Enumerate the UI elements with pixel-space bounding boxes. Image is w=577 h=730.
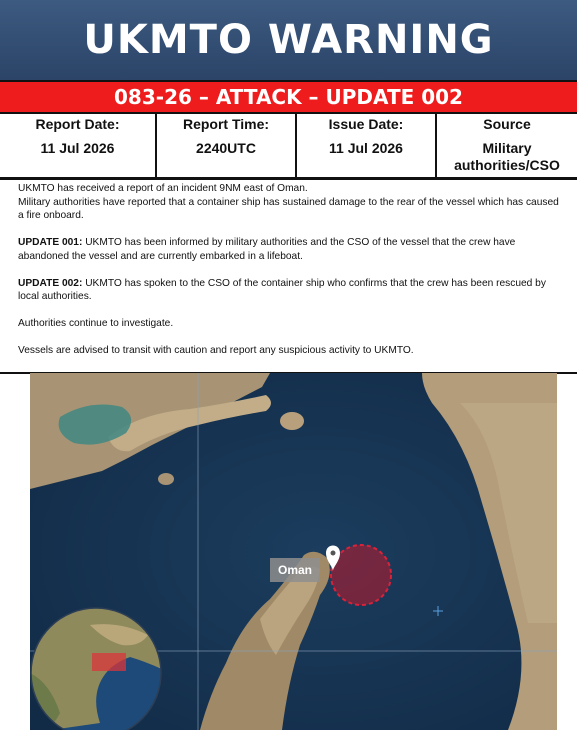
investigation-text: Authorities continue to investigate.: [18, 318, 174, 329]
incident-title: 083-26 – ATTACK – UPDATE 002: [114, 85, 463, 109]
source-value-line1: Military: [482, 140, 532, 156]
report-time-label: Report Time:: [182, 116, 270, 132]
source-value-line2: authorities/CSO: [454, 157, 560, 173]
report-time-value: 2240UTC: [196, 140, 256, 156]
source-label: Source: [483, 116, 531, 132]
issue-date-cell: [296, 114, 436, 179]
inset-region-marker: [92, 653, 126, 671]
update-001-paragraph: [18, 236, 566, 263]
update-002-text: UKMTO has spoken to the CSO of the container ship who confirms that the crew has been rescued by local authorities.: [18, 277, 546, 302]
update-002-label: UPDATE 002:: [18, 277, 83, 289]
report-details-table: [0, 114, 577, 180]
map-svg: [30, 373, 557, 730]
report-time-cell: [156, 114, 296, 179]
incident-zone: [331, 545, 391, 605]
land-islet: [158, 473, 174, 485]
report-date-value: 11 Jul 2026: [40, 140, 115, 156]
report-date-cell: [0, 114, 156, 179]
page-title: UKMTO WARNING: [83, 17, 494, 63]
update-002-paragraph: [18, 277, 566, 304]
military-report-text: Military authorities have reported that a container ship has sustained damage to the rear of the vessel which has caused a fire onboard.: [18, 196, 559, 221]
issue-date-value: 11 Jul 2026: [329, 140, 403, 156]
incident-map: [30, 373, 557, 730]
report-body: [18, 182, 566, 358]
issue-date-label: Issue Date:: [328, 116, 404, 132]
location-label: Oman: [277, 563, 313, 577]
source-cell: [436, 114, 577, 179]
initial-report-text: UKMTO has received a report of an incident 9NM east of Oman.: [18, 183, 308, 194]
update-001-text: UKMTO has been informed by military authorities and the CSO of the vessel that the crew have abandoned the vessel and are currently embarked in a lifeboat.: [18, 237, 516, 262]
report-date-label: Report Date:: [35, 116, 120, 132]
incident-banner: [0, 80, 577, 114]
header-banner: [0, 0, 577, 80]
advisory-text: Vessels are advised to transit with caution and report any suspicious activity to UKMTO.: [18, 345, 414, 356]
update-001-label: UPDATE 001:: [18, 237, 83, 248]
land-island-small: [280, 412, 304, 430]
